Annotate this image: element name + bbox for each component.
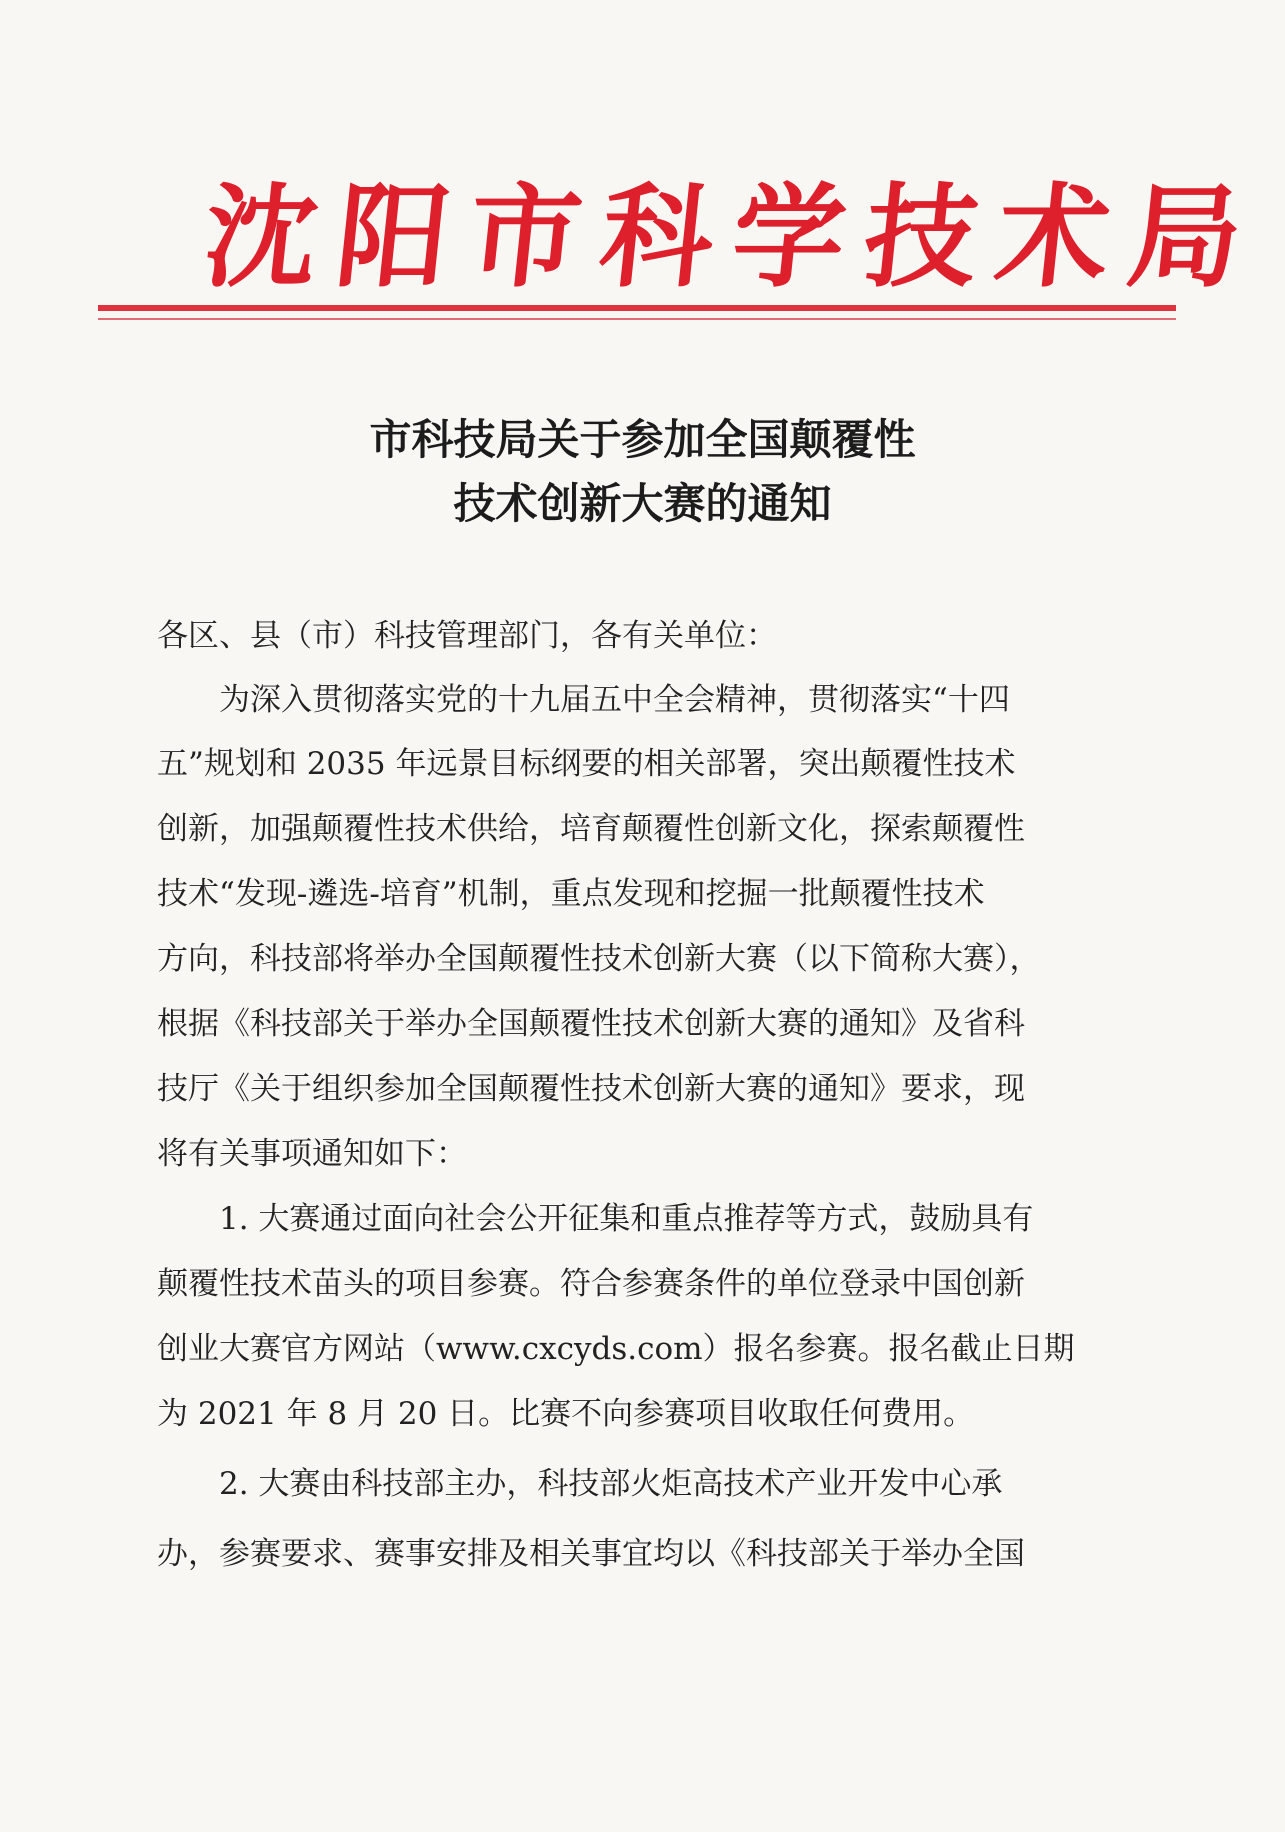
body-line: 技厅《关于组织参加全国颠覆性技术创新大赛的通知》要求，现 [157,1071,1025,1107]
body-line: 方向，科技部将举办全国颠覆性技术创新大赛（以下简称大赛）， [157,941,1041,977]
letterhead-org-name: 沈阳市科学技术局 [198,172,1268,303]
letterhead-red-rule-thin [98,318,1176,320]
body-line: 技术“发现-遴选-培育”机制，重点发现和挖掘一批颠覆性技术 [157,876,985,912]
body-line: 五”规划和 2035 年远景目标纲要的相关部署，突出颠覆性技术 [157,746,1016,782]
document-title-line-1: 市科技局关于参加全国颠覆性 [369,415,916,464]
body-line: 创业大赛官方网站（www.cxcyds.com）报名参赛。报名截止日期 [157,1331,1075,1367]
document-title-line-2: 技术创新大赛的通知 [453,479,832,528]
letterhead-red-rule [98,305,1176,311]
body-line: 颠覆性技术苗头的项目参赛。符合参赛条件的单位登录中国创新 [157,1266,1025,1302]
body-line: 将有关事项通知如下： [157,1136,467,1172]
body-line: 办，参赛要求、赛事安排及相关事宜均以《科技部关于举办全国 [157,1536,1025,1572]
body-line: 创新，加强颠覆性技术供给，培育颠覆性创新文化，探索颠覆性 [157,811,1025,847]
body-line: 2. 大赛由科技部主办，科技部火炬高技术产业开发中心承 [157,1466,1003,1502]
body-line: 为 2021 年 8 月 20 日。比赛不向参赛项目收取任何费用。 [157,1396,975,1432]
body-line: 各区、县（市）科技管理部门，各有关单位： [157,618,777,654]
body-line: 根据《科技部关于举办全国颠覆性技术创新大赛的通知》及省科 [157,1006,1025,1042]
body-line: 为深入贯彻落实党的十九届五中全会精神，贯彻落实“十四 [157,682,1010,718]
body-line: 1. 大赛通过面向社会公开征集和重点推荐等方式，鼓励具有 [157,1201,1034,1237]
